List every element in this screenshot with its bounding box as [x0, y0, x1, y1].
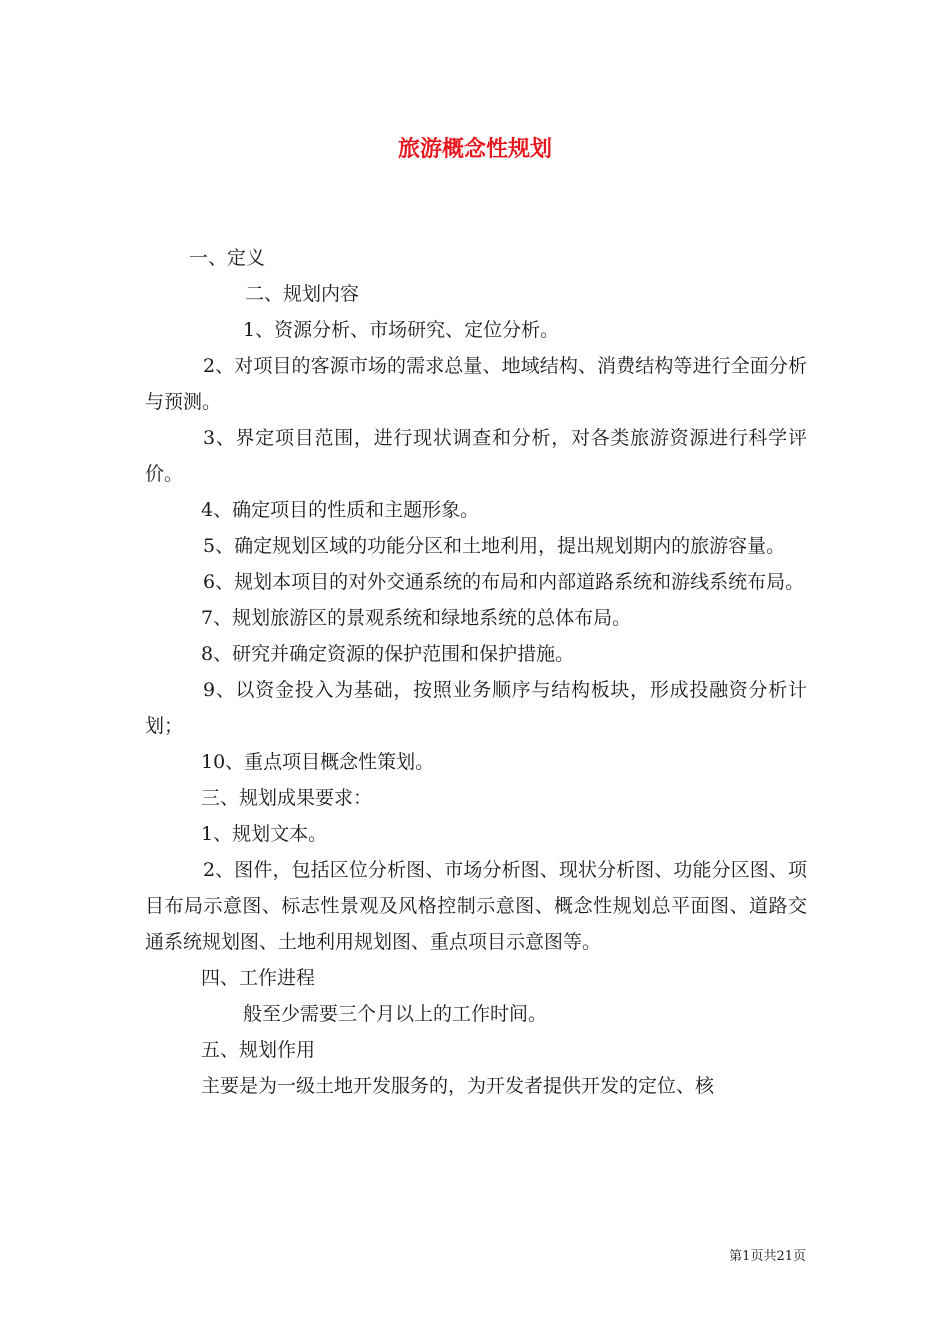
document-body [145, 240, 807, 1104]
paragraph: 主要是为一级土地开发服务的，为开发者提供开发的定位、核 [201, 1075, 715, 1097]
paragraph: 6、规划本项目的对外交通系统的布局和内部道路系统和游线系统布局。 [203, 571, 805, 593]
paragraph: 9、以资金投入为基础，按照业务顺序与结构板块，形成投融资分析计划； [145, 679, 807, 737]
paragraph: 2、对项目的客源市场的需求总量、地域结构、消费结构等进行全面分析与预测。 [145, 355, 807, 413]
paragraph: 4、确定项目的性质和主题形象。 [201, 499, 480, 521]
section-heading-definition: 一、定义 [189, 247, 266, 269]
paragraph: 2、图件，包括区位分析图、市场分析图、现状分析图、功能分区图、项目布局示意图、标志性景观及风格控制示意图、概念性规划总平面图、道路交通系统规划图、土地利用规划图、重点项目示意图等。 [145, 859, 807, 953]
section-heading-role: 五、规划作用 [201, 1039, 316, 1061]
paragraph: 7、规划旅游区的景观系统和绿地系统的总体布局。 [201, 607, 632, 629]
paragraph: 5、确定规划区域的功能分区和土地利用，提出规划期内的旅游容量。 [203, 535, 786, 557]
paragraph: 10、重点项目概念性策划。 [201, 751, 435, 773]
section-heading-schedule: 四、工作进程 [201, 967, 316, 989]
paragraph: 1、规划文本。 [201, 823, 328, 845]
section-heading-content: 二、规划内容 [245, 283, 360, 305]
paragraph: 3、界定项目范围，进行现状调查和分析，对各类旅游资源进行科学评价。 [145, 427, 807, 485]
page-number-footer: 第1页共21页 [729, 1249, 806, 1264]
paragraph: 般至少需要三个月以上的工作时间。 [243, 1003, 548, 1025]
section-heading-deliverables: 三、规划成果要求： [201, 787, 373, 809]
document-title: 旅游概念性规划 [397, 136, 552, 162]
paragraph: 1、资源分析、市场研究、定位分析。 [243, 319, 560, 341]
paragraph: 8、研究并确定资源的保护范围和保护措施。 [201, 643, 575, 665]
